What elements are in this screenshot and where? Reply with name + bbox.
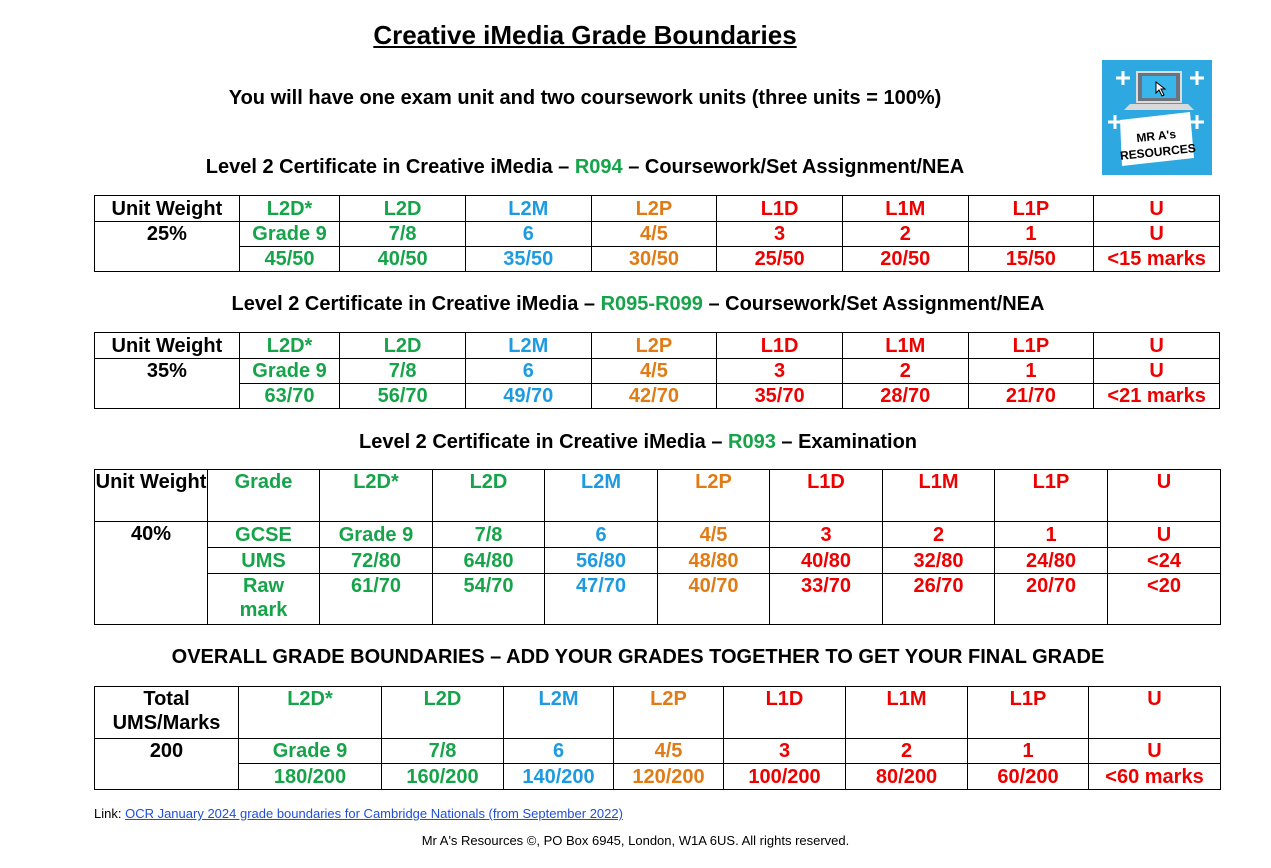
r095-gcse-cell: 7/8 [340, 359, 466, 384]
r095-grade-cell: L2D* [239, 333, 340, 359]
r094-mark-cell: 30/50 [591, 247, 717, 272]
r094-grade-l1p: L1P [968, 196, 1094, 222]
r095-weight-value: 35% [95, 359, 240, 409]
r093-grade-cell: L1D [770, 470, 883, 522]
r093-gcse-cell: U [1108, 522, 1221, 548]
r093-ums-cell: <24 [1108, 548, 1221, 574]
r093-gcse-cell: 3 [770, 522, 883, 548]
r093-raw-cell: <20 [1108, 574, 1221, 625]
footer-copyright: Mr A's Resources ©, PO Box 6945, London, W1A 6US. All rights reserved. [421, 833, 850, 848]
r095-unit-code: R095-R099 [600, 293, 703, 315]
r094-gcse-cell: Grade 9 [239, 222, 340, 247]
overall-gcse-cell: 3 [724, 739, 846, 764]
overall-gcse-cell: 4/5 [614, 739, 724, 764]
r094-gcse-cell: 4/5 [591, 222, 717, 247]
overall-heading: OVERALL GRADE BOUNDARIES – ADD YOUR GRADES TOGETHER TO GET YOUR FINAL GRADE [171, 646, 1105, 668]
overall-mark-cell: 60/200 [968, 764, 1089, 790]
r094-grade-l2d: L2D [340, 196, 466, 222]
overall-gcse-cell: 7/8 [382, 739, 504, 764]
r094-gcse-cell: 6 [465, 222, 591, 247]
r093-ums-cell: 48/80 [658, 548, 770, 574]
r093-ums-cell: 72/80 [320, 548, 433, 574]
r094-weight-label: Unit Weight [95, 196, 240, 222]
r094-mark-cell: 40/50 [340, 247, 466, 272]
r095-mark-cell: 49/70 [465, 384, 591, 409]
r094-unit-code: R094 [574, 156, 623, 178]
r094-gcse-cell: 1 [968, 222, 1094, 247]
r093-grade-cell: L2M [545, 470, 658, 522]
r093-grade-cell: L2D* [320, 470, 433, 522]
r094-mark-cell: 45/50 [239, 247, 340, 272]
overall-gcse-cell: Grade 9 [239, 739, 382, 764]
r094-gcse-cell: U [1094, 222, 1220, 247]
overall-mark-cell: <60 marks [1089, 764, 1221, 790]
r093-raw-cell: 54/70 [433, 574, 545, 625]
overall-table [94, 686, 1221, 790]
r094-weight-value: 25% [95, 222, 240, 272]
overall-total-value: 200 [95, 739, 239, 790]
r093-gcse-label: GCSE [208, 522, 320, 548]
overall-mark-cell: 140/200 [504, 764, 614, 790]
r094-gcse-cell: 2 [842, 222, 968, 247]
r094-grade-l1m: L1M [842, 196, 968, 222]
r093-raw-cell: 47/70 [545, 574, 658, 625]
page-subtitle: You will have one exam unit and two coursework units (three units = 100%) [228, 87, 942, 109]
r093-grade-cell: U [1108, 470, 1221, 522]
r094-mark-cell: 25/50 [717, 247, 843, 272]
r093-gcse-cell: 4/5 [658, 522, 770, 548]
ocr-grade-boundaries-link[interactable]: OCR January 2024 grade boundaries for Cambridge Nationals (from September 2022) [125, 806, 623, 821]
r093-ums-cell: 32/80 [883, 548, 995, 574]
r094-gcse-cell: 3 [717, 222, 843, 247]
r094-heading [0, 156, 1170, 179]
r093-ums-cell: 40/80 [770, 548, 883, 574]
r095-table [94, 332, 1220, 409]
overall-gcse-cell: 1 [968, 739, 1089, 764]
r095-gcse-cell: 3 [717, 359, 843, 384]
overall-mark-cell: 100/200 [724, 764, 846, 790]
overall-grade-cell: L2D* [239, 687, 382, 739]
r093-heading [0, 431, 1271, 454]
overall-total-label: Total UMS/Marks [95, 687, 239, 739]
r095-gcse-cell: U [1094, 359, 1220, 384]
r095-grade-cell: L2P [591, 333, 717, 359]
r094-gcse-cell: 7/8 [340, 222, 466, 247]
overall-grade-cell: L1M [846, 687, 968, 739]
r093-raw-cell: 26/70 [883, 574, 995, 625]
r094-mark-cell: 20/50 [842, 247, 968, 272]
overall-gcse-cell: 6 [504, 739, 614, 764]
r093-heading-suffix: – Examination [775, 431, 917, 453]
overall-grade-cell: U [1089, 687, 1221, 739]
r093-grade-cell: L2D [433, 470, 545, 522]
overall-mark-cell: 180/200 [239, 764, 382, 790]
r095-grade-cell: L2M [465, 333, 591, 359]
logo-text: MR A's RESOURCES [1119, 127, 1197, 163]
r093-gcse-cell: 2 [883, 522, 995, 548]
r095-gcse-cell: 4/5 [591, 359, 717, 384]
r095-mark-cell: 21/70 [968, 384, 1094, 409]
r095-heading [0, 293, 1271, 316]
r095-gcse-cell: 6 [465, 359, 591, 384]
r095-gcse-cell: Grade 9 [239, 359, 340, 384]
r093-ums-cell: 64/80 [433, 548, 545, 574]
r095-mark-cell: 56/70 [340, 384, 466, 409]
overall-grade-cell: L2D [382, 687, 504, 739]
overall-mark-cell: 80/200 [846, 764, 968, 790]
r095-mark-cell: <21 marks [1094, 384, 1220, 409]
r093-gcse-cell: Grade 9 [320, 522, 433, 548]
r094-table [94, 195, 1220, 272]
overall-gcse-cell: U [1089, 739, 1221, 764]
r095-mark-cell: 28/70 [842, 384, 968, 409]
page-title: Creative iMedia Grade Boundaries [373, 20, 797, 50]
r095-weight-label: Unit Weight [95, 333, 240, 359]
r094-mark-cell: <15 marks [1094, 247, 1220, 272]
r093-raw-cell: 40/70 [658, 574, 770, 625]
r094-grade-u: U [1094, 196, 1220, 222]
r095-gcse-cell: 1 [968, 359, 1094, 384]
r093-grade-label: Grade [208, 470, 320, 522]
r094-mark-cell: 15/50 [968, 247, 1094, 272]
r095-grade-cell: U [1094, 333, 1220, 359]
overall-grade-cell: L1D [724, 687, 846, 739]
r094-grade-l2d-star: L2D* [239, 196, 340, 222]
r093-grade-cell: L1P [995, 470, 1108, 522]
r093-raw-cell: 61/70 [320, 574, 433, 625]
r093-unit-code: R093 [728, 431, 776, 453]
r095-heading-suffix: – Coursework/Set Assignment/NEA [702, 293, 1045, 315]
r093-ums-cell: 56/80 [545, 548, 658, 574]
r093-raw-label: Raw mark [208, 574, 320, 625]
r094-mark-cell: 35/50 [465, 247, 591, 272]
r095-mark-cell: 42/70 [591, 384, 717, 409]
r093-ums-label: UMS [208, 548, 320, 574]
r093-weight-value: 40% [95, 522, 208, 625]
r094-grade-l2m: L2M [465, 196, 591, 222]
r095-grade-cell: L1P [968, 333, 1094, 359]
overall-mark-cell: 160/200 [382, 764, 504, 790]
r094-heading-prefix: Level 2 Certificate in Creative iMedia – [205, 156, 575, 178]
r093-weight-label: Unit Weight [95, 470, 208, 522]
link-line [94, 806, 623, 821]
r093-grade-cell: L2P [658, 470, 770, 522]
r093-raw-cell: 33/70 [770, 574, 883, 625]
overall-gcse-cell: 2 [846, 739, 968, 764]
r095-grade-cell: L1M [842, 333, 968, 359]
r093-gcse-cell: 1 [995, 522, 1108, 548]
r093-grade-cell: L1M [883, 470, 995, 522]
r093-gcse-cell: 7/8 [433, 522, 545, 548]
r095-heading-prefix: Level 2 Certificate in Creative iMedia – [231, 293, 601, 315]
r093-ums-cell: 24/80 [995, 548, 1108, 574]
r095-grade-cell: L1D [717, 333, 843, 359]
r093-table [94, 469, 1221, 625]
overall-mark-cell: 120/200 [614, 764, 724, 790]
r095-mark-cell: 63/70 [239, 384, 340, 409]
r095-grade-cell: L2D [340, 333, 466, 359]
link-prefix: Link: [94, 806, 126, 821]
r094-grade-l1d: L1D [717, 196, 843, 222]
r094-grade-l2p: L2P [591, 196, 717, 222]
overall-grade-cell: L2P [614, 687, 724, 739]
overall-grade-cell: L2M [504, 687, 614, 739]
r093-gcse-cell: 6 [545, 522, 658, 548]
r093-raw-cell: 20/70 [995, 574, 1108, 625]
r094-heading-suffix: – Coursework/Set Assignment/NEA [622, 156, 965, 178]
r095-gcse-cell: 2 [842, 359, 968, 384]
overall-grade-cell: L1P [968, 687, 1089, 739]
r095-mark-cell: 35/70 [717, 384, 843, 409]
r093-heading-prefix: Level 2 Certificate in Creative iMedia – [358, 431, 729, 453]
